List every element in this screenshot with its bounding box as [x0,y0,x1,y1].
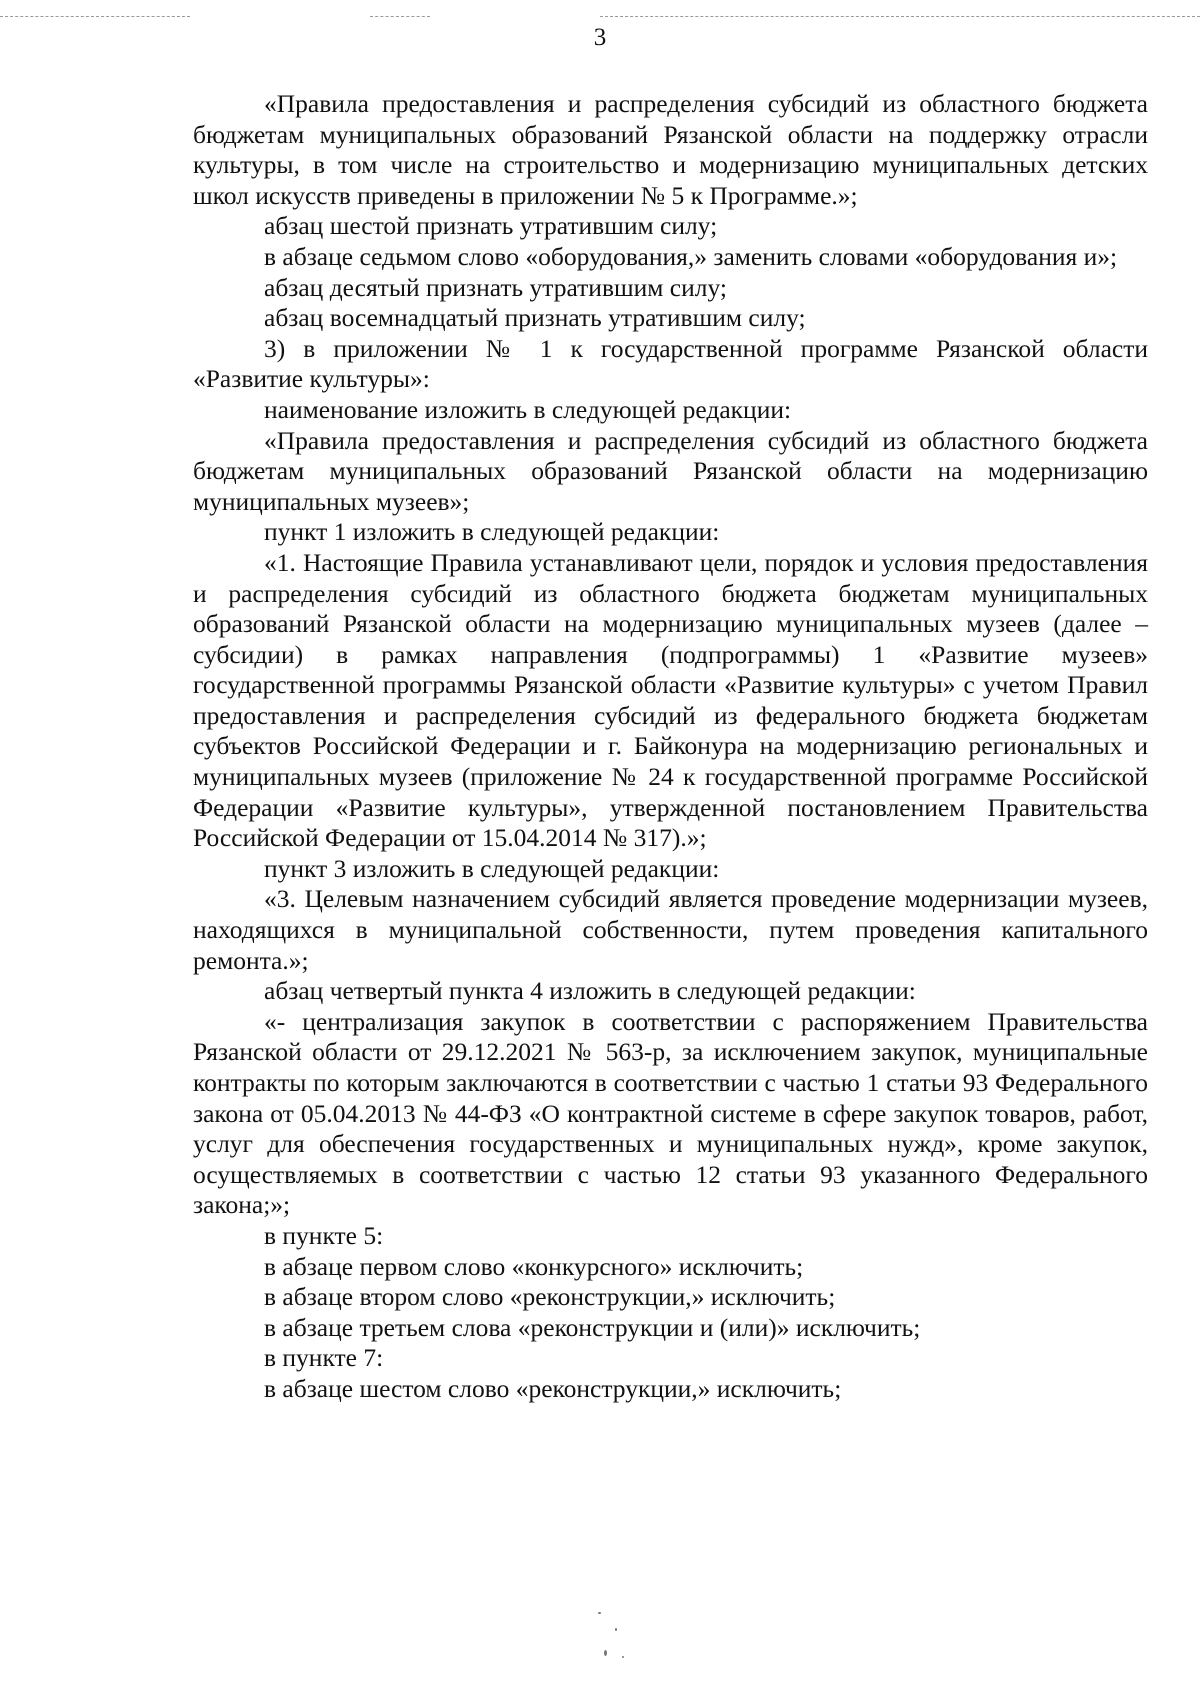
paragraph: в пункте 7: [264,1343,384,1373]
document-body [193,89,1148,1405]
page-number: 3 [593,24,607,51]
paragraph: «- централизация закупок в соответствии с распоряжением Правительства Рязанской области от 29.12.2021 № 563-р, за исключением закупок, муниципальные контракты по которым заключаются в соответствии с частью 1 статьи 93 Федерального закона от 05.04.2013 № 44-ФЗ «О контрактной системе в сфере закупок товаров, работ, услуг для обеспечения государственных и муниципальных нужд», кроме закупок, осуществляемых в соответствии с частью 12 статьи 93 указанного Федерального закона;»; [193,1006,1148,1220]
paragraph: «Правила предоставления и распределения субсидий из областного бюджета бюджетам муниципальных образований Рязанской области на поддержку отрасли культуры, в том числе на строительство и модернизацию муниципальных детских школ искусств приведены в приложении № 5 к Программе.»; [193,89,1148,210]
paragraph: в абзаце первом слово «конкурсного» исключить; [264,1251,804,1281]
paragraph: абзац четвертый пункта 4 изложить в следующей редакции: [264,976,916,1006]
paragraph: пункт 3 изложить в следующей редакции: [264,853,720,883]
paragraph: «3. Целевым назначением субсидий является проведение модернизации музеев, находящихся в муниципальной собственности, путем проведения капитального ремонта.»; [193,884,1148,975]
paragraph: в абзаце седьмом слово «оборудования,» заменить словами «оборудования и»; [264,241,1118,271]
paragraph: в абзаце третьем слова «реконструкции и (или)» исключить; [264,1312,921,1342]
paragraph: в абзаце шестом слово «реконструкции,» исключить; [264,1373,842,1403]
paragraph: в абзаце втором слово «реконструкции,» исключить; [264,1282,836,1312]
paragraph: пункт 1 изложить в следующей редакции: [264,517,720,547]
paragraph: абзац шестой признать утратившим силу; [264,211,718,241]
scan-speck [622,1656,624,1658]
paragraph: наименование изложить в следующей редакции: [264,394,792,424]
paragraph: абзац десятый признать утратившим силу; [264,272,727,302]
paragraph: «Правила предоставления и распределения субсидий из областного бюджета бюджетам муниципальных образований Рязанской области на модернизацию муниципальных музеев»; [193,425,1148,516]
paragraph: абзац восемнадцатый признать утратившим силу; [264,303,806,333]
scan-edge-line [370,16,430,17]
scan-speck [615,1628,617,1631]
scan-speck [598,1612,601,1614]
scan-speck [604,1650,607,1656]
paragraph: «1. Настоящие Правила устанавливают цели, порядок и условия предоставления и распределения субсидий из областного бюджета бюджетам муниципальных образований Рязанской области на модернизацию муниципальных музеев (далее – субсидии) в рамках направления (подпрограммы) 1 «Развитие музеев» государственной программы Рязанской области «Развитие культуры» с учетом Правил предоставления и распределения субсидий из федерального бюджета бюджетам субъектов Российской Федерации и г. Байконура на модернизацию региональных и муниципальных музеев (приложение № 24 к государственной программе Российской Федерации «Развитие культуры», утвержденной постановлением Правительства Российской Федерации от 15.04.2014 № 317).»; [193,547,1148,853]
paragraph: 3) в приложении № 1 к государственной программе Рязанской области «Развитие культуры»: [193,333,1148,394]
scan-edge-line [0,16,190,17]
paragraph: в пункте 5: [264,1220,384,1250]
scan-edge-line [600,16,1200,17]
